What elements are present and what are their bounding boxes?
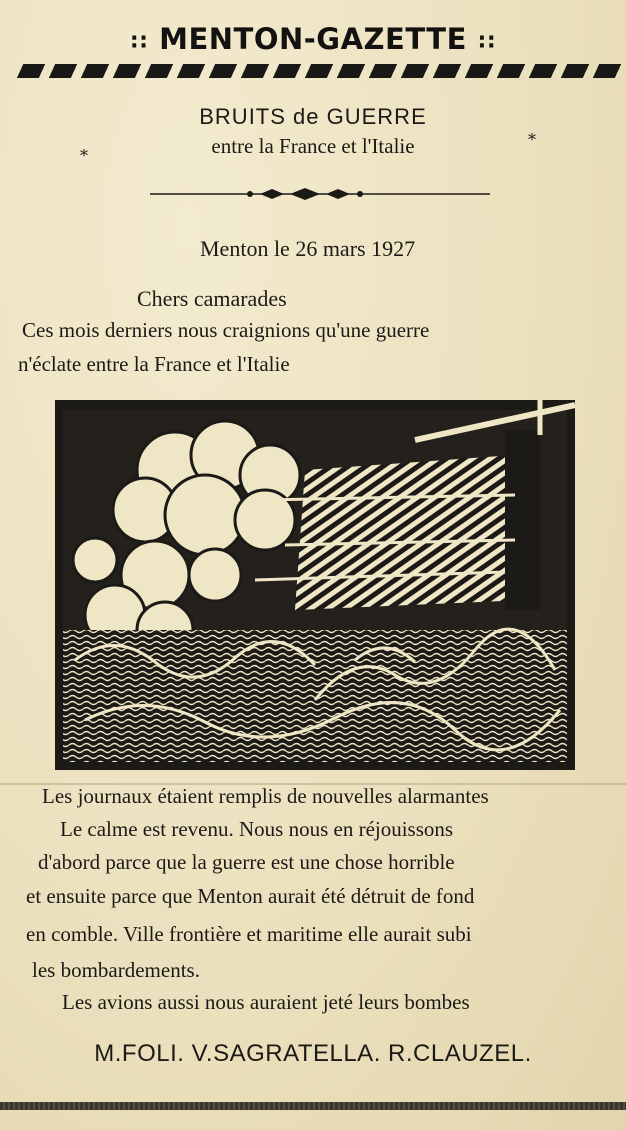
body-line: et ensuite parce que Menton aurait été détruit de fond [26, 884, 475, 908]
salutation: Chers camarades [137, 286, 287, 311]
dateline: Menton le 26 mars 1927 [200, 236, 416, 261]
naval-battle-woodcut-icon [55, 400, 575, 770]
star-icon-right: * [528, 130, 536, 149]
bottom-rule [0, 1102, 626, 1110]
star-icon-left: * [80, 146, 88, 165]
body-line: d'abord parce que la guerre est une chose horrible [38, 850, 455, 874]
body-line: Les journaux étaient remplis de nouvelles alarmantes [42, 784, 489, 808]
ornamental-rule [150, 186, 490, 202]
masthead-dots-left: :: [129, 28, 149, 54]
signatures: M.FOLI. V.SAGRATELLA. R.CLAUZEL. [94, 1040, 532, 1067]
masthead-dots-right: :: [477, 28, 497, 54]
body-line: les bombardements. [32, 958, 200, 982]
body-line: Le calme est revenu. Nous nous en réjouissons [60, 817, 454, 841]
headline-line-2: entre la France et l'Italie [211, 134, 415, 158]
masthead-title: MENTON-GAZETTE [159, 22, 467, 56]
masthead [0, 22, 626, 56]
dashed-rule [17, 64, 624, 78]
headline-line-1: BRUITS de GUERRE [199, 104, 427, 129]
body-line: en comble. Ville frontière et maritime elle aurait subi [26, 922, 472, 946]
body-line: Les avions aussi nous auraient jeté leurs bombes [62, 990, 470, 1014]
intro-line: Ces mois derniers nous craignions qu'une guerre [22, 318, 430, 342]
intro-line: n'éclate entre la France et l'Italie [18, 352, 290, 376]
